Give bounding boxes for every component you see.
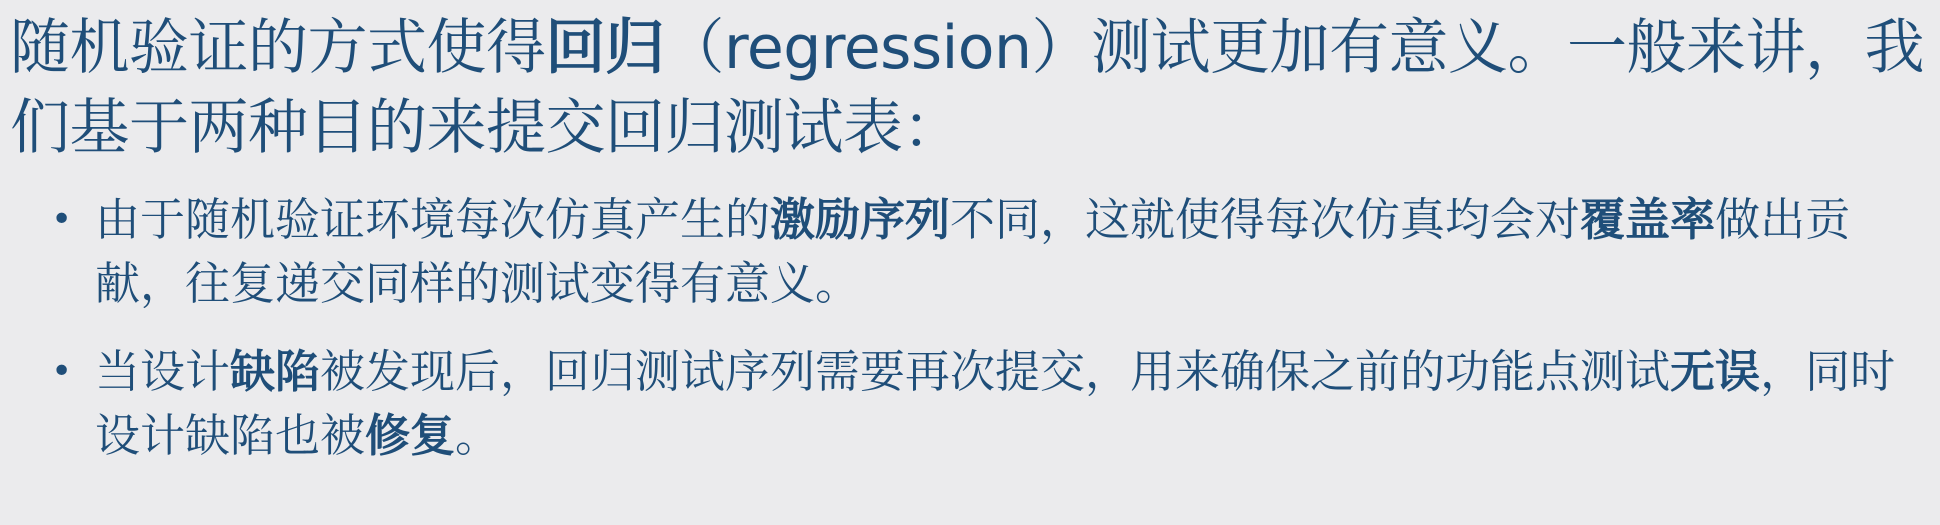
intro-text: （regression）测试更加有意义。一般来讲，我们基于两种目的来提交回归测试表：: [10, 13, 1925, 163]
bullet-bold-term: 缺陷: [230, 345, 321, 398]
bullet-text: ，同时设计缺陷也被: [95, 345, 1896, 462]
bullet-text: 不同，这就使得每次仿真均会对: [950, 193, 1581, 246]
intro-paragraph: [10, 8, 1930, 168]
bullet-item-defect: [0, 340, 1907, 468]
bullet-text: 当设计: [95, 345, 231, 398]
bullet-list: [0, 188, 1940, 492]
bullet-bold-term: 激励序列: [770, 193, 951, 246]
bullet-item-stimulus: [0, 188, 1907, 316]
intro-bold-term: 回归: [545, 13, 665, 83]
bullet-text: 。: [455, 409, 501, 462]
bullet-dot-icon: •: [51, 199, 73, 240]
bullet-dot-icon: •: [51, 351, 73, 392]
bullet-bold-term: 无误: [1670, 345, 1761, 398]
intro-text: 随机验证的方式使得: [10, 13, 546, 83]
bullet-text: 由于随机验证环境每次仿真产生的: [95, 193, 771, 246]
bullet-text: 做出贡献，往复递交同样的测试变得有意义。: [95, 193, 1851, 310]
bullet-text: 被发现后，回归测试序列需要再次提交，用来确保之前的功能点测试: [320, 345, 1671, 398]
bullet-bold-term: 修复: [365, 409, 456, 462]
bullet-bold-term: 覆盖率: [1580, 193, 1716, 246]
